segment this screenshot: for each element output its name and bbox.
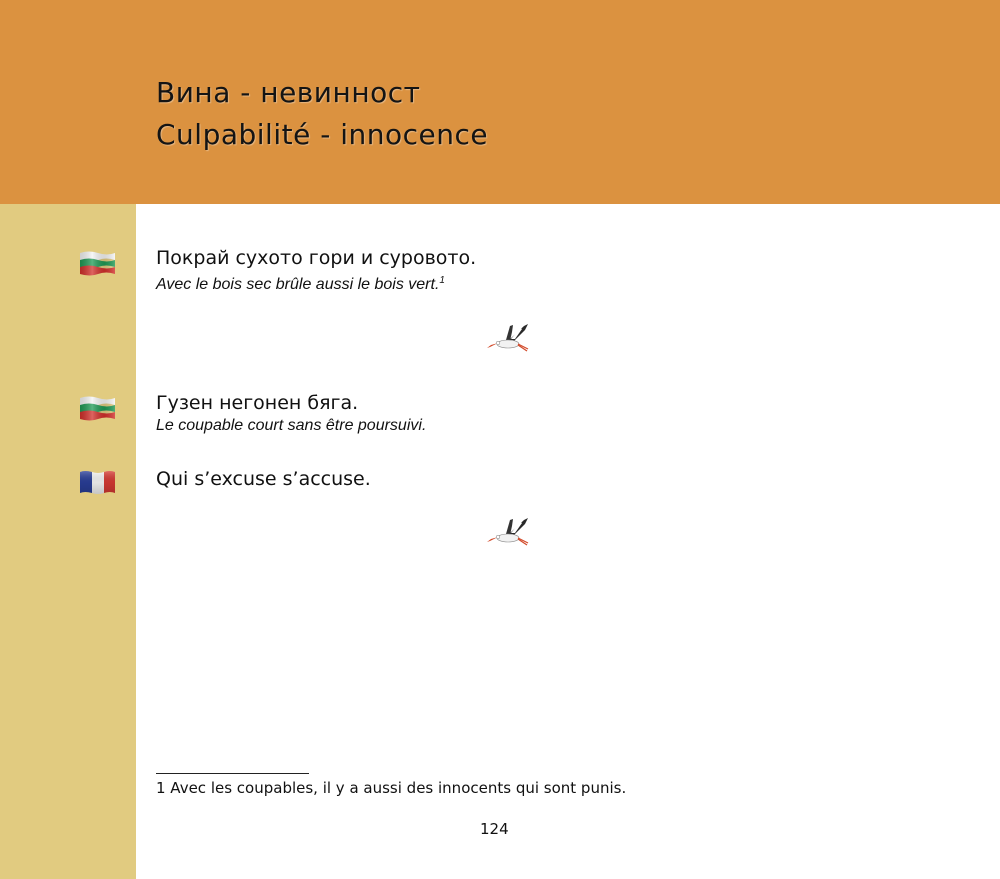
footnote: 1 Avec les coupables, il y a aussi des innocents qui sont punis. [156,779,627,797]
translation-text: Avec le bois sec brûle aussi le bois vert. [156,276,440,293]
proverb-entry [156,391,426,437]
page-number: 124 [480,820,509,838]
chapter-header [0,0,1000,204]
proverb-bulgarian: Гузен негонен бяга. [156,392,359,414]
footnote-reference: 1 [439,275,445,286]
proverb-bulgarian: Покрай сухото гори и суровото. [156,247,477,269]
french-flag-icon [79,469,116,496]
left-margin-band [0,204,136,879]
bulgarian-flag-icon [79,395,116,422]
proverb-french: Qui s’excuse s’accuse. [156,468,371,490]
proverb-entry [156,246,476,296]
chapter-title-french: Culpabilité - innocence [156,118,489,151]
stork-icon [484,320,532,360]
proverb-translation: Le coupable court sans être poursuivi. [156,417,427,434]
footnote-divider [156,773,309,774]
proverb-entry [156,467,371,491]
bulgarian-flag-icon [79,250,116,277]
stork-icon [484,514,532,554]
proverb-translation [156,270,476,296]
chapter-title-bulgarian: Вина - невинност [156,76,421,109]
